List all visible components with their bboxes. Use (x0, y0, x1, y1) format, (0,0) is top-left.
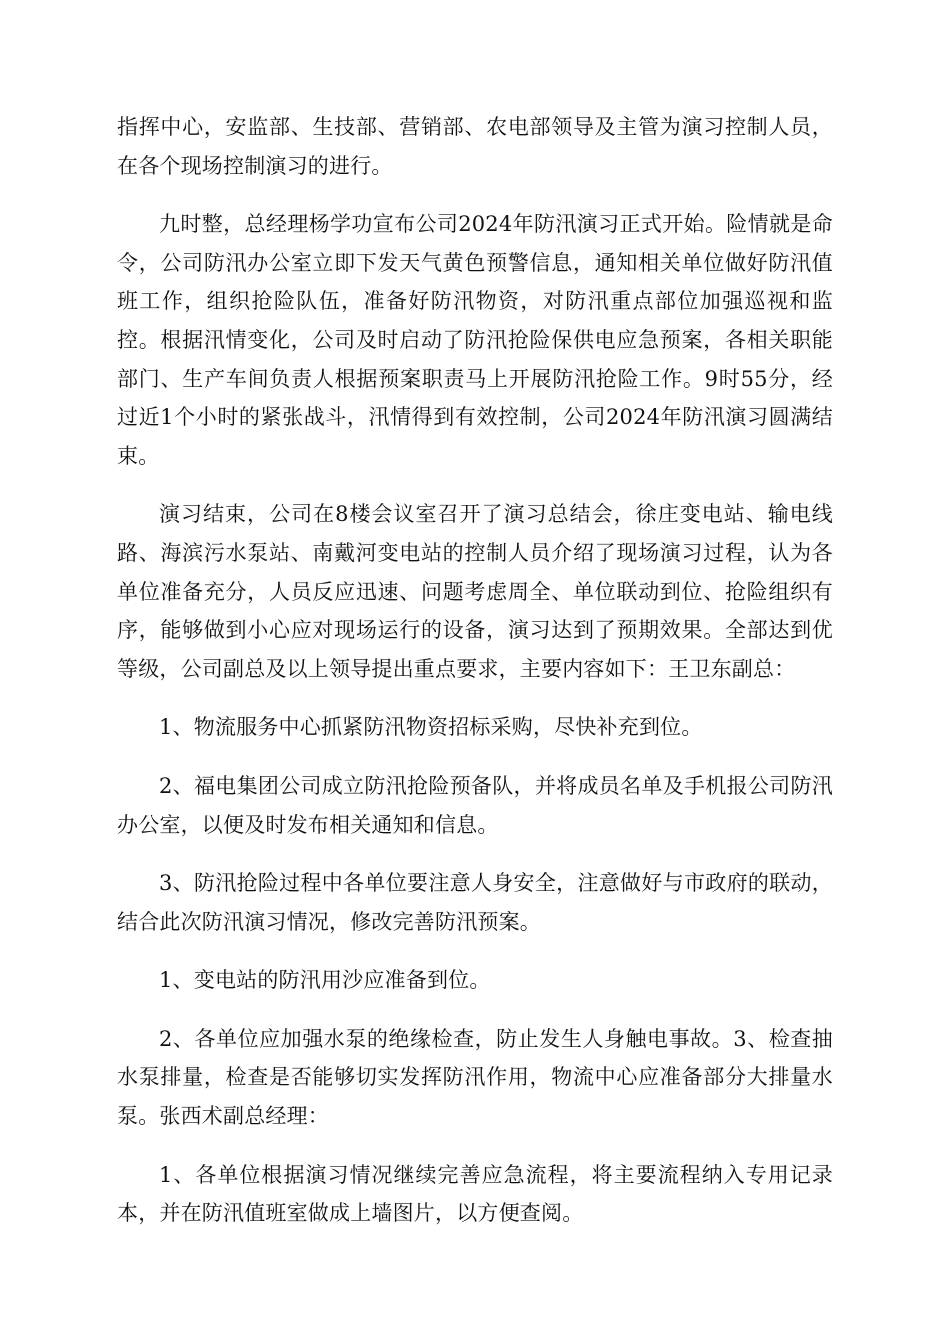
paragraph-item-2b: 2、各单位应加强水泵的绝缘检查，防止发生人身触电事故。3、检查抽水泵排量，检查是否能够切实发挥防汛作用，物流中心应准备部分大排量水泵。张西术副总经理： (117, 1026, 833, 1129)
paragraph-item-2: 2、福电集团公司成立防汛抢险预备队，并将成员名单及手机报公司防汛办公室，以便及时发布相关通知和信息。 (117, 773, 833, 837)
paragraph-continuation: 指挥中心，安监部、生技部、营销部、农电部领导及主管为演习控制人员，在各个现场控制演习的进行。 (117, 115, 833, 178)
document-page (117, 108, 833, 1253)
paragraph-drill-start: 九时整，总经理杨学功宣布公司2024年防汛演习正式开始。险情就是命令，公司防汛办公室立即下发天气黄色预警信息，通知相关单位做好防汛值班工作，组织抢险队伍，准备好防汛物资，对防汛重点部位加强巡视和监控。根据汛情变化，公司及时启动了防汛抢险保供电应急预案，各相关职能部门、生产车间负责人根据预案职责马上开展防汛抢险工作。9时55分，经过近1个小时的紧张战斗，汛情得到有效控制，公司2024年防汛演习圆满结束。 (117, 212, 833, 468)
paragraph-item-1c: 1、各单位根据演习情况继续完善应急流程，将主要流程纳入专用记录本，并在防汛值班室做成上墙图片，以方便查阅。 (117, 1162, 833, 1226)
paragraph-drill-summary: 演习结束，公司在8楼会议室召开了演习总结会，徐庄变电站、输电线路、海滨污水泵站、南戴河变电站的控制人员介绍了现场演习过程，认为各单位准备充分，人员反应迅速、问题考虑周全、单位联动到位、抢险组织有序，能够做到小心应对现场运行的设备，演习达到了预期效果。全部达到优等级，公司副总及以上领导提出重点要求，主要内容如下：王卫东副总： (117, 502, 833, 681)
paragraph-item-1: 1、物流服务中心抓紧防汛物资招标采购，尽快补充到位。 (159, 715, 703, 740)
paragraph-item-1b: 1、变电站的防汛用沙应准备到位。 (159, 968, 491, 993)
paragraph-item-3: 3、防汛抢险过程中各单位要注意人身安全，注意做好与市政府的联动，结合此次防汛演习情况，修改完善防汛预案。 (117, 871, 833, 934)
